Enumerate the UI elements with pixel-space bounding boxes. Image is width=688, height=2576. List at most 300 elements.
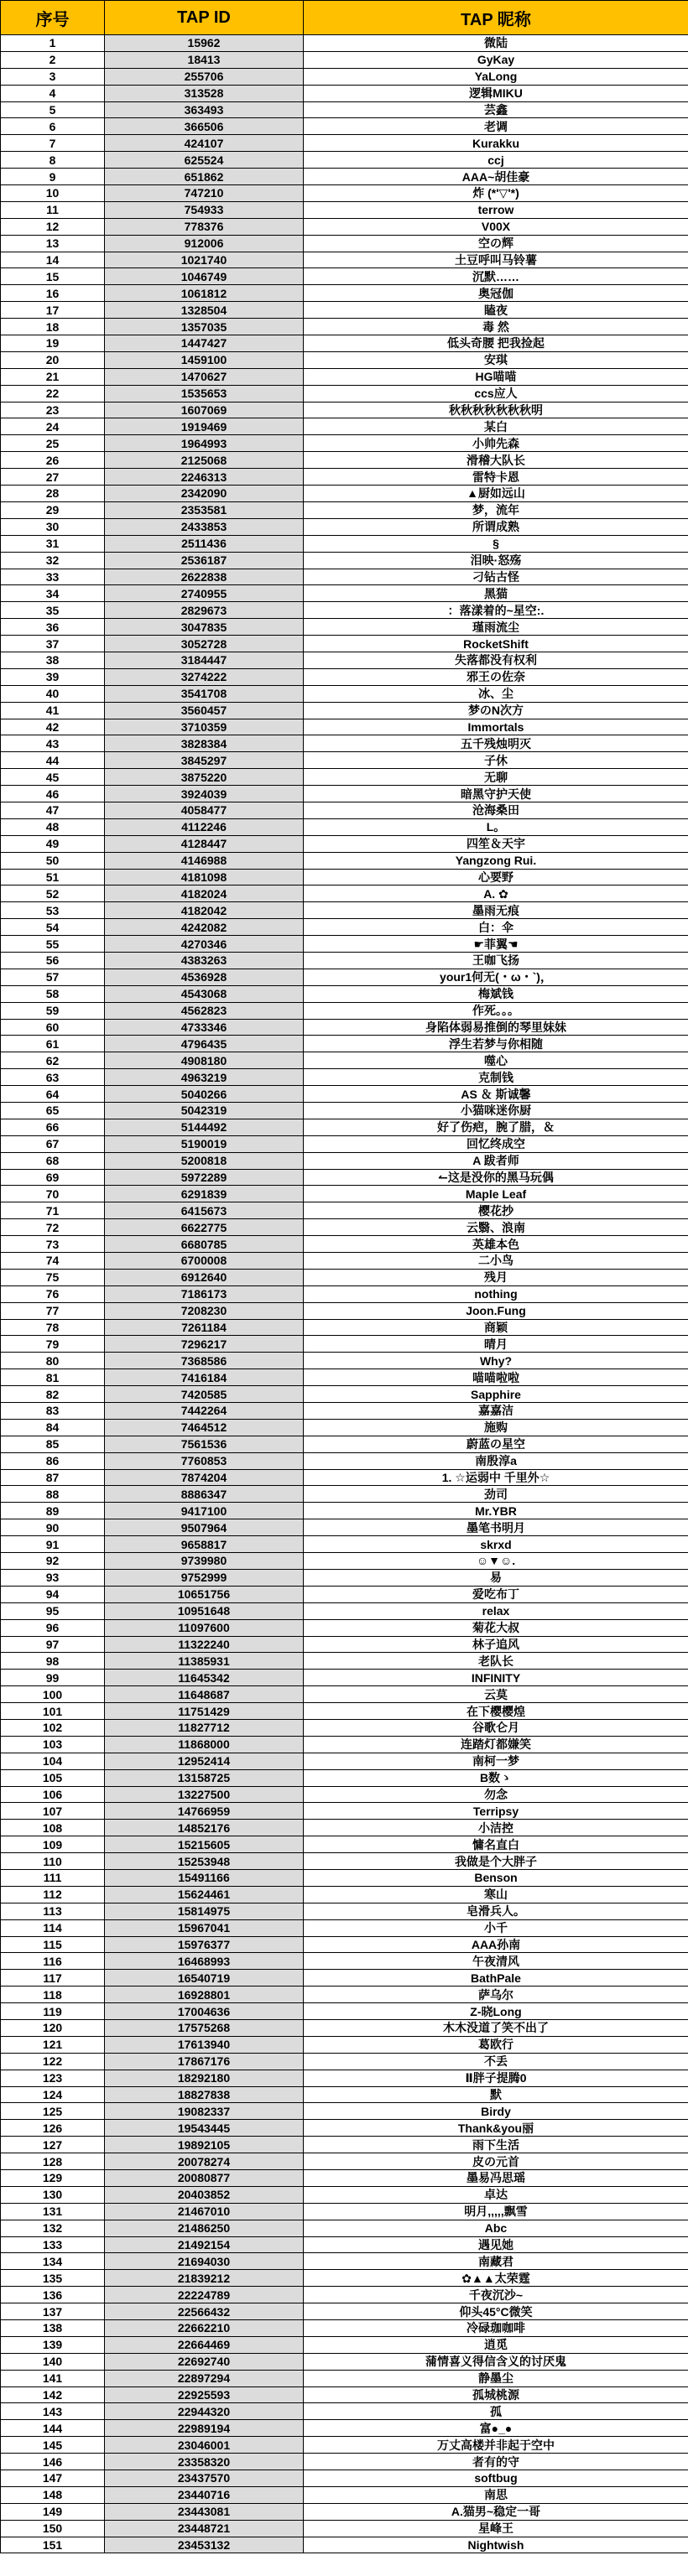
row-tap-nickname: 逻辑MIKU <box>304 85 688 101</box>
row-tap-id: 2125068 <box>105 452 304 469</box>
row-tap-nickname: GyKay <box>304 51 688 68</box>
row-tap-nickname: 南殷淳a <box>304 1452 688 1469</box>
row-tap-id: 8886347 <box>105 1486 304 1503</box>
row-tap-nickname: 小猫咪迷你厨 <box>304 1103 688 1119</box>
table-row <box>1 2370 688 2386</box>
row-tap-id: 18413 <box>105 51 304 68</box>
row-tap-nickname: 某白 <box>304 418 688 435</box>
row-tap-nickname: 瞌夜 <box>304 302 688 319</box>
table-row <box>1 702 688 719</box>
row-tap-nickname: 梦，流年 <box>304 501 688 518</box>
row-tap-id: 1328504 <box>105 302 304 319</box>
row-tap-nickname: 逍觅 <box>304 2336 688 2353</box>
table-row <box>1 1602 688 1619</box>
row-tap-id: 4146988 <box>105 852 304 869</box>
row-index: 55 <box>1 936 105 953</box>
table-row <box>1 619 688 636</box>
table-row <box>1 1869 688 1886</box>
row-tap-nickname: Maple Leaf <box>304 1186 688 1202</box>
row-index: 89 <box>1 1503 105 1519</box>
table-row <box>1 1670 688 1686</box>
row-index: 56 <box>1 952 105 969</box>
table-row <box>1 2386 688 2403</box>
row-tap-id: 19892105 <box>105 2137 304 2153</box>
row-index: 139 <box>1 2336 105 2353</box>
row-tap-nickname: 芸鑫 <box>304 101 688 118</box>
table-row <box>1 2537 688 2553</box>
row-tap-id: 9507964 <box>105 1519 304 1536</box>
row-tap-nickname: 秋秋秋秋秋秋秋明 <box>304 402 688 418</box>
row-tap-nickname: Abc <box>304 2220 688 2236</box>
row-tap-id: 11648687 <box>105 1686 304 1703</box>
table-row <box>1 452 688 469</box>
row-index: 124 <box>1 2086 105 2103</box>
row-index: 45 <box>1 769 105 786</box>
table-row <box>1 2270 688 2287</box>
table-row <box>1 1002 688 1019</box>
row-index: 85 <box>1 1436 105 1452</box>
table-row <box>1 1253 688 1270</box>
row-tap-nickname: 爱吃布丁 <box>304 1586 688 1602</box>
row-tap-id: 424107 <box>105 135 304 152</box>
row-tap-id: 2353581 <box>105 501 304 518</box>
table-row <box>1 2103 688 2120</box>
row-index: 78 <box>1 1319 105 1336</box>
row-tap-nickname: Nightwish <box>304 2537 688 2553</box>
table-row <box>1 2353 688 2370</box>
table-row <box>1 2186 688 2203</box>
row-index: 24 <box>1 418 105 435</box>
row-index: 22 <box>1 385 105 402</box>
row-tap-nickname: 南柯一梦 <box>304 1753 688 1769</box>
row-tap-nickname: 午夜清风 <box>304 1953 688 1970</box>
row-tap-nickname: 云翳、浪南 <box>304 1219 688 1236</box>
row-index: 32 <box>1 552 105 569</box>
table-row <box>1 2003 688 2020</box>
row-tap-id: 15215605 <box>105 1836 304 1853</box>
row-tap-id: 22925593 <box>105 2386 304 2403</box>
row-tap-nickname: Sapphire <box>304 1386 688 1403</box>
row-index: 3 <box>1 68 105 85</box>
table-row <box>1 2236 688 2253</box>
row-tap-nickname: ↼这是没你的黑马玩偶 <box>304 1169 688 1186</box>
row-tap-nickname: 富●_● <box>304 2420 688 2437</box>
row-tap-id: 10951648 <box>105 1602 304 1619</box>
row-index: 77 <box>1 1302 105 1319</box>
row-tap-id: 1964993 <box>105 435 304 452</box>
row-tap-id: 4182024 <box>105 886 304 902</box>
row-tap-id: 22566432 <box>105 2303 304 2320</box>
row-tap-nickname: 不丢 <box>304 2053 688 2070</box>
row-index: 108 <box>1 1820 105 1836</box>
row-tap-id: 747210 <box>105 185 304 202</box>
row-tap-nickname: 勿念 <box>304 1786 688 1803</box>
row-index: 62 <box>1 1052 105 1069</box>
row-index: 103 <box>1 1736 105 1753</box>
row-tap-id: 2829673 <box>105 602 304 619</box>
table-row <box>1 1786 688 1803</box>
row-tap-id: 754933 <box>105 201 304 218</box>
row-index: 9 <box>1 169 105 185</box>
table-row <box>1 886 688 902</box>
table-row <box>1 319 688 335</box>
row-index: 127 <box>1 2137 105 2153</box>
row-tap-nickname: 晴月 <box>304 1336 688 1353</box>
row-tap-nickname: 王咖飞扬 <box>304 952 688 969</box>
table-row <box>1 1987 688 2003</box>
row-tap-nickname: ▲厨如远山 <box>304 486 688 502</box>
row-tap-id: 625524 <box>105 152 304 169</box>
row-tap-id: 4270346 <box>105 936 304 953</box>
header-row <box>1 1 688 35</box>
row-tap-nickname: 孤城桃源 <box>304 2386 688 2403</box>
row-tap-id: 3828384 <box>105 735 304 752</box>
table-row <box>1 1285 688 1302</box>
table-row <box>1 1103 688 1119</box>
row-index: 36 <box>1 619 105 636</box>
row-tap-nickname: 墨笔书明月 <box>304 1519 688 1536</box>
row-index: 121 <box>1 2036 105 2053</box>
row-tap-nickname: 菊花大叔 <box>304 1619 688 1636</box>
row-index: 146 <box>1 2454 105 2470</box>
row-tap-nickname: 所谓成熟 <box>304 518 688 535</box>
row-tap-nickname: 作死。。。 <box>304 1002 688 1019</box>
row-tap-id: 6680785 <box>105 1236 304 1253</box>
row-tap-nickname: AS ＆ 斯诚馨 <box>304 1086 688 1103</box>
row-tap-nickname: 南思 <box>304 2486 688 2503</box>
row-tap-nickname: 雨下生活 <box>304 2137 688 2153</box>
row-tap-id: 4383263 <box>105 952 304 969</box>
row-tap-nickname: 万丈高楼并非起于空中 <box>304 2437 688 2454</box>
table-row <box>1 1469 688 1486</box>
row-tap-nickname: Immortals <box>304 719 688 735</box>
row-tap-id: 10651756 <box>105 1586 304 1602</box>
row-tap-nickname: 易 <box>304 1569 688 1586</box>
row-tap-nickname: 雷特卡恩 <box>304 469 688 486</box>
table-row <box>1 1386 688 1403</box>
row-tap-nickname: V00X <box>304 218 688 235</box>
row-tap-nickname: Thank&you丽 <box>304 2120 688 2137</box>
row-tap-nickname: 回忆终成空 <box>304 1135 688 1152</box>
row-index: 76 <box>1 1285 105 1302</box>
row-tap-nickname: L。 <box>304 818 688 835</box>
row-tap-nickname: 无聊 <box>304 769 688 786</box>
row-tap-nickname: 四笙＆天宇 <box>304 835 688 852</box>
row-tap-id: 23453132 <box>105 2537 304 2553</box>
row-index: 2 <box>1 51 105 68</box>
row-tap-id: 22664469 <box>105 2336 304 2353</box>
row-tap-nickname: 明月,,,,,飘雪 <box>304 2203 688 2220</box>
row-tap-nickname: RocketShift <box>304 636 688 652</box>
row-tap-nickname: 噬心 <box>304 1052 688 1069</box>
row-tap-id: 4242082 <box>105 919 304 936</box>
table-row <box>1 1636 688 1653</box>
table-row <box>1 252 688 268</box>
row-index: 92 <box>1 1553 105 1570</box>
row-tap-id: 3875220 <box>105 769 304 786</box>
row-tap-nickname: 施购 <box>304 1419 688 1436</box>
row-tap-id: 3845297 <box>105 752 304 769</box>
row-index: 81 <box>1 1369 105 1386</box>
row-index: 29 <box>1 501 105 518</box>
table-row <box>1 1619 688 1636</box>
table-row <box>1 35 688 52</box>
table-row <box>1 1135 688 1152</box>
row-tap-id: 23358320 <box>105 2454 304 2470</box>
row-tap-id: 4536928 <box>105 969 304 985</box>
row-index: 16 <box>1 285 105 302</box>
row-tap-nickname: 星峰王 <box>304 2520 688 2537</box>
row-index: 100 <box>1 1686 105 1703</box>
row-tap-nickname: Terripsy <box>304 1803 688 1820</box>
row-tap-nickname: ccj <box>304 152 688 169</box>
row-index: 40 <box>1 685 105 702</box>
row-tap-id: 22662210 <box>105 2320 304 2337</box>
row-tap-nickname: 连踏灯都嫌笑 <box>304 1736 688 1753</box>
row-index: 134 <box>1 2253 105 2270</box>
row-tap-nickname: 炸 (*'▽'*) <box>304 185 688 202</box>
row-tap-nickname: 土豆呼叫马铃薯 <box>304 252 688 268</box>
row-tap-nickname: 皂滑兵人。 <box>304 1903 688 1919</box>
row-index: 26 <box>1 452 105 469</box>
row-tap-id: 16540719 <box>105 1970 304 1987</box>
row-tap-id: 7368586 <box>105 1353 304 1369</box>
table-row <box>1 1119 688 1135</box>
row-tap-nickname: 老队长 <box>304 1653 688 1670</box>
table-row <box>1 2486 688 2503</box>
header-tap-nickname: TAP 昵称 <box>304 1 688 35</box>
table-row <box>1 368 688 385</box>
table-row <box>1 552 688 569</box>
row-index: 7 <box>1 135 105 152</box>
row-index: 61 <box>1 1036 105 1052</box>
row-index: 49 <box>1 835 105 852</box>
row-index: 57 <box>1 969 105 985</box>
row-tap-id: 15962 <box>105 35 304 52</box>
table-row <box>1 719 688 735</box>
row-tap-id: 7760853 <box>105 1452 304 1469</box>
row-index: 34 <box>1 585 105 602</box>
row-tap-id: 17867176 <box>105 2053 304 2070</box>
row-tap-id: 3052728 <box>105 636 304 652</box>
table-row <box>1 469 688 486</box>
table-row <box>1 1936 688 1953</box>
row-tap-nickname: nothing <box>304 1285 688 1302</box>
row-tap-id: 6415673 <box>105 1202 304 1219</box>
row-tap-id: 7442264 <box>105 1403 304 1420</box>
row-tap-id: 7416184 <box>105 1369 304 1386</box>
row-index: 67 <box>1 1135 105 1152</box>
table-row <box>1 818 688 835</box>
table-row <box>1 786 688 802</box>
table-row <box>1 969 688 985</box>
row-tap-nickname: 子休 <box>304 752 688 769</box>
row-tap-nickname: 克制钱 <box>304 1069 688 1086</box>
table-row <box>1 1836 688 1853</box>
table-row <box>1 585 688 602</box>
row-tap-id: 366506 <box>105 118 304 135</box>
row-tap-nickname: Mr.YBR <box>304 1503 688 1519</box>
row-tap-nickname: 失落都没有权利 <box>304 652 688 668</box>
row-tap-id: 2342090 <box>105 486 304 502</box>
row-tap-nickname: ☛菲翼☚ <box>304 936 688 953</box>
table-row <box>1 2137 688 2153</box>
row-index: 75 <box>1 1269 105 1285</box>
row-tap-id: 18827838 <box>105 2086 304 2103</box>
table-row <box>1 1553 688 1570</box>
row-index: 114 <box>1 1919 105 1936</box>
row-tap-nickname: 心要野 <box>304 869 688 886</box>
row-index: 66 <box>1 1119 105 1135</box>
row-tap-nickname: 嘉嘉洁 <box>304 1403 688 1420</box>
table-row <box>1 1069 688 1086</box>
row-tap-nickname: 沧海桑田 <box>304 802 688 818</box>
row-index: 82 <box>1 1386 105 1403</box>
table-row <box>1 652 688 668</box>
row-tap-id: 23448721 <box>105 2520 304 2537</box>
row-tap-nickname: 英雄本色 <box>304 1236 688 1253</box>
table-row <box>1 2420 688 2437</box>
row-tap-nickname: 谷歌仑月 <box>304 1719 688 1736</box>
table-row <box>1 1369 688 1386</box>
row-tap-id: 6912640 <box>105 1269 304 1285</box>
row-tap-id: 1046749 <box>105 268 304 285</box>
row-index: 138 <box>1 2320 105 2337</box>
row-tap-nickname: 暗黑守护天使 <box>304 786 688 802</box>
row-index: 129 <box>1 2170 105 2187</box>
row-index: 132 <box>1 2220 105 2236</box>
row-tap-id: 18292180 <box>105 2070 304 2086</box>
table-body <box>1 35 688 2553</box>
row-tap-id: 4128447 <box>105 835 304 852</box>
row-tap-id: 2740955 <box>105 585 304 602</box>
table-row <box>1 2287 688 2303</box>
table-row <box>1 51 688 68</box>
table-row <box>1 2170 688 2187</box>
row-tap-nickname: 林子追风 <box>304 1636 688 1653</box>
row-tap-nickname: 泪映·怒殇 <box>304 552 688 569</box>
row-index: 63 <box>1 1069 105 1086</box>
row-index: 52 <box>1 886 105 902</box>
table-row <box>1 351 688 368</box>
row-tap-id: 4733346 <box>105 1019 304 1036</box>
table-row <box>1 1886 688 1903</box>
row-tap-id: 15976377 <box>105 1936 304 1953</box>
row-tap-id: 4562823 <box>105 1002 304 1019</box>
row-tap-id: 5190019 <box>105 1135 304 1152</box>
table-row <box>1 2253 688 2270</box>
row-index: 5 <box>1 101 105 118</box>
row-tap-id: 7208230 <box>105 1302 304 1319</box>
row-tap-nickname: 小千 <box>304 1919 688 1936</box>
row-index: 1 <box>1 35 105 52</box>
table-row <box>1 1919 688 1936</box>
row-tap-id: 6622775 <box>105 1219 304 1236</box>
row-index: 112 <box>1 1886 105 1903</box>
row-tap-nickname: 空の辉 <box>304 235 688 252</box>
row-tap-id: 9739980 <box>105 1553 304 1570</box>
row-tap-id: 14766959 <box>105 1803 304 1820</box>
row-tap-id: 21486250 <box>105 2220 304 2236</box>
table-row <box>1 1569 688 1586</box>
table-row <box>1 685 688 702</box>
row-tap-nickname: 邪王の佐奈 <box>304 668 688 685</box>
table-row <box>1 1769 688 1786</box>
row-index: 18 <box>1 319 105 335</box>
row-tap-id: 19543445 <box>105 2120 304 2137</box>
table-row <box>1 1486 688 1503</box>
row-tap-nickname: 在下樱樱煌 <box>304 1703 688 1720</box>
row-index: 10 <box>1 185 105 202</box>
row-index: 79 <box>1 1336 105 1353</box>
row-tap-nickname: skrxd <box>304 1536 688 1553</box>
row-tap-id: 7464512 <box>105 1419 304 1436</box>
row-index: 19 <box>1 335 105 352</box>
row-tap-nickname: 南藏君 <box>304 2253 688 2270</box>
row-index: 30 <box>1 518 105 535</box>
row-tap-nickname: 我做是个大胖子 <box>304 1853 688 1870</box>
row-tap-id: 5042319 <box>105 1103 304 1119</box>
row-tap-nickname: 小帅先森 <box>304 435 688 452</box>
table-row <box>1 1853 688 1870</box>
row-tap-nickname: Joon.Fung <box>304 1302 688 1319</box>
row-index: 99 <box>1 1670 105 1686</box>
row-index: 126 <box>1 2120 105 2137</box>
row-index: 35 <box>1 602 105 619</box>
row-index: 28 <box>1 486 105 502</box>
row-tap-id: 22944320 <box>105 2403 304 2420</box>
table-row <box>1 135 688 152</box>
row-index: 72 <box>1 1219 105 1236</box>
row-tap-id: 7561536 <box>105 1436 304 1452</box>
row-index: 70 <box>1 1186 105 1202</box>
table-row <box>1 1753 688 1769</box>
row-tap-id: 17575268 <box>105 2019 304 2036</box>
table-row <box>1 2120 688 2137</box>
row-index: 117 <box>1 1970 105 1987</box>
row-index: 148 <box>1 2486 105 2503</box>
table-row <box>1 68 688 85</box>
row-index: 136 <box>1 2287 105 2303</box>
row-index: 147 <box>1 2470 105 2487</box>
table-row <box>1 1236 688 1253</box>
table-row <box>1 486 688 502</box>
row-tap-nickname: 五千残烛明灭 <box>304 735 688 752</box>
table-row <box>1 602 688 619</box>
row-index: 73 <box>1 1236 105 1253</box>
row-index: 98 <box>1 1653 105 1670</box>
row-tap-nickname: softbug <box>304 2470 688 2487</box>
row-tap-id: 17613940 <box>105 2036 304 2053</box>
row-tap-nickname: 梦のN次方 <box>304 702 688 719</box>
row-tap-nickname: 浮生若梦与你相随 <box>304 1036 688 1052</box>
row-tap-nickname: A 跋者师 <box>304 1152 688 1169</box>
row-tap-id: 912006 <box>105 235 304 252</box>
row-index: 95 <box>1 1602 105 1619</box>
row-tap-id: 5040266 <box>105 1086 304 1103</box>
row-index: 137 <box>1 2303 105 2320</box>
row-tap-id: 22897294 <box>105 2370 304 2386</box>
row-index: 143 <box>1 2403 105 2420</box>
table-row <box>1 85 688 101</box>
table-row <box>1 2320 688 2337</box>
table-row <box>1 636 688 652</box>
row-tap-nickname: terrow <box>304 201 688 218</box>
row-tap-nickname: ：落漾着的~星空:. <box>304 602 688 619</box>
row-tap-id: 1021740 <box>105 252 304 268</box>
row-tap-nickname: 墨易冯思瑶 <box>304 2170 688 2187</box>
row-index: 123 <box>1 2070 105 2086</box>
